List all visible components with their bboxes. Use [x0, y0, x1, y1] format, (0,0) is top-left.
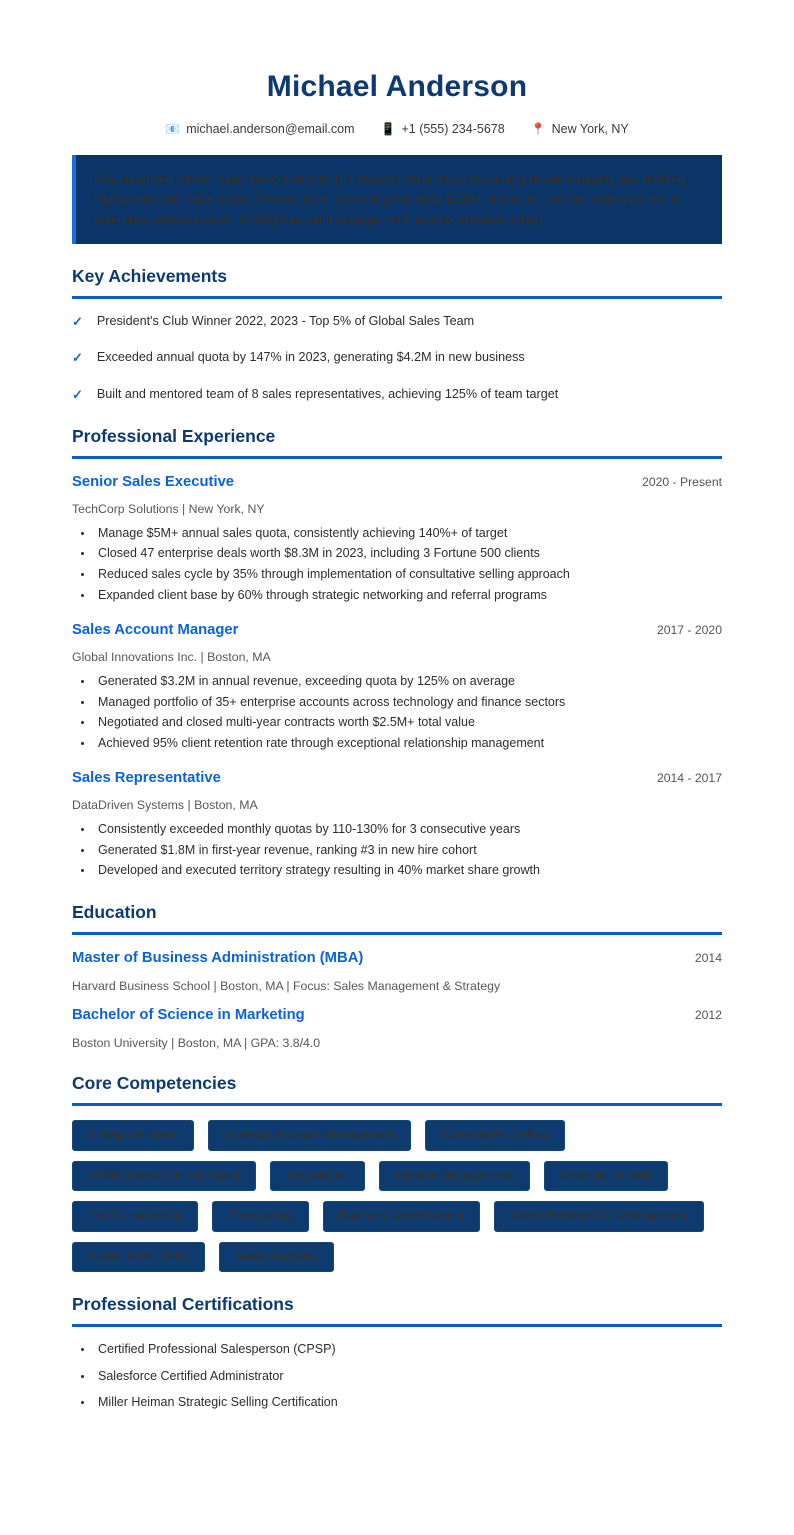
check-icon: ✓: [72, 313, 83, 329]
job-bullet: • Achieved 95% client retention rate through exceptional relationship management: [94, 735, 722, 753]
skill-tag: Business Development: [323, 1201, 481, 1232]
candidate-name: Michael Anderson: [266, 70, 528, 103]
job-title: Sales Representative: [72, 769, 221, 786]
degree-title: Master of Business Administration (MBA): [72, 950, 364, 967]
skill-tag: Negotiation: [270, 1161, 364, 1192]
job-dates: 2014 - 2017: [656, 770, 722, 785]
job-company-location: DataDriven Systems | Boston, MA: [72, 798, 258, 813]
experience-entry-header: [72, 473, 722, 491]
section-key-achievements: [72, 266, 722, 404]
degree-year: 2014: [694, 951, 722, 966]
check-icon: ✓: [72, 387, 83, 403]
summary-text: Results-driven Senior Sales Executive with 10+ years of experience exceeding revenue targets and building high-performing sales teams. Proven track record of generating $15M+ in annual revenue, with expertise in enterprise software sales, strategic account management, and consultative selling.: [94, 171, 686, 226]
contact-phone-text: +1 (555) 234-5678: [401, 121, 505, 136]
section-divider: [72, 1103, 722, 1106]
resume-header: [72, 70, 722, 136]
section-divider: [72, 296, 722, 299]
experience-entry-header: [72, 769, 722, 787]
contact-phone[interactable]: [381, 122, 505, 136]
skill-tag: Presentation Skills: [72, 1242, 205, 1273]
job-dates: 2020 - Present: [642, 474, 722, 489]
section-professional-experience: [72, 426, 722, 880]
section-divider: [72, 932, 722, 935]
achievement-item: [72, 349, 722, 367]
job-bullet: • Closed 47 enterprise deals worth $8.3M in 2023, including 3 Fortune 500 clients: [94, 545, 722, 563]
job-bullet: • Consistently exceeded monthly quotas by 110-130% for 3 consecutive years: [94, 821, 722, 839]
phone-icon: 📱: [380, 121, 396, 136]
experience-entry: [72, 621, 722, 753]
job-bullets: [72, 673, 722, 753]
section-education: [72, 902, 722, 1051]
achievement-item: [72, 386, 722, 404]
location-pin-icon: 📍: [530, 121, 546, 136]
certifications-list: [72, 1341, 722, 1412]
skill-tag: Enterprise Sales: [72, 1120, 194, 1151]
job-bullet: • Generated $1.8M in first-year revenue, ranking #3 in new hire cohort: [94, 842, 722, 860]
education-entry: [72, 949, 722, 994]
skill-tag: Revenue Growth: [544, 1161, 668, 1192]
degree-title: Bachelor of Science in Marketing: [72, 1007, 305, 1024]
job-company-location: Global Innovations Inc. | Boston, MA: [72, 650, 271, 665]
skill-tag: Team Leadership: [72, 1201, 198, 1232]
achievement-item: [72, 313, 722, 331]
certification-item: • Certified Professional Salesperson (CPSP): [94, 1341, 722, 1359]
achievement-text: Built and mentored team of 8 sales representatives, achieving 125% of team target: [96, 387, 559, 402]
contact-email[interactable]: [165, 122, 354, 136]
email-icon: 📧: [165, 121, 181, 136]
experience-entry-header: [72, 621, 722, 639]
achievement-text: Exceeded annual quota by 147% in 2023, generating $4.2M in new business: [96, 350, 525, 365]
education-entry-header: [72, 949, 722, 967]
school-details: Harvard Business School | Boston, MA | Focus: Sales Management & Strategy: [72, 978, 501, 993]
contact-info-row: [72, 122, 722, 136]
job-dates: 2017 - 2020: [656, 622, 722, 637]
skill-tag: Consultative Selling: [425, 1120, 565, 1151]
school-details: Boston University | Boston, MA | GPA: 3.8/4.0: [72, 1035, 321, 1050]
skill-tag: Pipeline Management: [379, 1161, 530, 1192]
section-divider: [72, 456, 722, 459]
achievement-text: President's Club Winner 2022, 2023 - Top 5% of Global Sales Team: [96, 313, 475, 328]
section-divider: [72, 1324, 722, 1327]
achievements-list: [72, 313, 722, 404]
skill-tag: CRM (Salesforce, HubSpot): [72, 1161, 256, 1192]
section-core-competencies: [72, 1073, 722, 1272]
job-bullet: • Reduced sales cycle by 35% through implementation of consultative selling approach: [94, 566, 722, 584]
experience-entry: [72, 769, 722, 880]
skill-tag-list: [72, 1120, 722, 1272]
job-bullets: [72, 821, 722, 880]
job-bullet: • Negotiated and closed multi-year contracts worth $2.5M+ total value: [94, 714, 722, 732]
section-certifications: [72, 1294, 722, 1412]
skill-tag: Forecasting: [212, 1201, 308, 1232]
job-bullets: [72, 525, 722, 605]
section-title-achievements: Key Achievements: [72, 265, 227, 286]
contact-location-text: New York, NY: [551, 121, 629, 136]
skill-tag: Strategic Account Management: [208, 1120, 411, 1151]
skill-tag: Sales Analytics: [219, 1242, 334, 1273]
skill-tag: Client Relationship Management: [494, 1201, 704, 1232]
job-bullet: • Generated $3.2M in annual revenue, exceeding quota by 125% on average: [94, 673, 722, 691]
section-title-certifications: Professional Certifications: [72, 1294, 294, 1315]
certification-item: • Miller Heiman Strategic Selling Certification: [94, 1394, 722, 1412]
job-bullet: • Expanded client base by 60% through strategic networking and referral programs: [94, 587, 722, 605]
certification-item: • Salesforce Certified Administrator: [94, 1368, 722, 1386]
education-entry: [72, 1006, 722, 1051]
section-title-experience: Professional Experience: [72, 425, 276, 446]
section-title-education: Education: [72, 902, 157, 923]
contact-email-text: michael.anderson@email.com: [186, 121, 355, 136]
professional-summary-banner: [72, 155, 722, 244]
job-title: Senior Sales Executive: [72, 473, 235, 490]
section-title-skills: Core Competencies: [72, 1073, 237, 1094]
job-bullet: • Managed portfolio of 35+ enterprise accounts across technology and finance sectors: [94, 694, 722, 712]
check-icon: ✓: [72, 350, 83, 366]
degree-year: 2012: [694, 1008, 722, 1023]
education-entry-header: [72, 1006, 722, 1024]
experience-entry: [72, 473, 722, 605]
job-bullet: • Manage $5M+ annual sales quota, consistently achieving 140%+ of target: [94, 525, 722, 543]
job-title: Sales Account Manager: [72, 621, 239, 638]
job-company-location: TechCorp Solutions | New York, NY: [72, 502, 265, 517]
job-bullet: • Developed and executed territory strategy resulting in 40% market share growth: [94, 862, 722, 880]
contact-location: [531, 122, 629, 136]
